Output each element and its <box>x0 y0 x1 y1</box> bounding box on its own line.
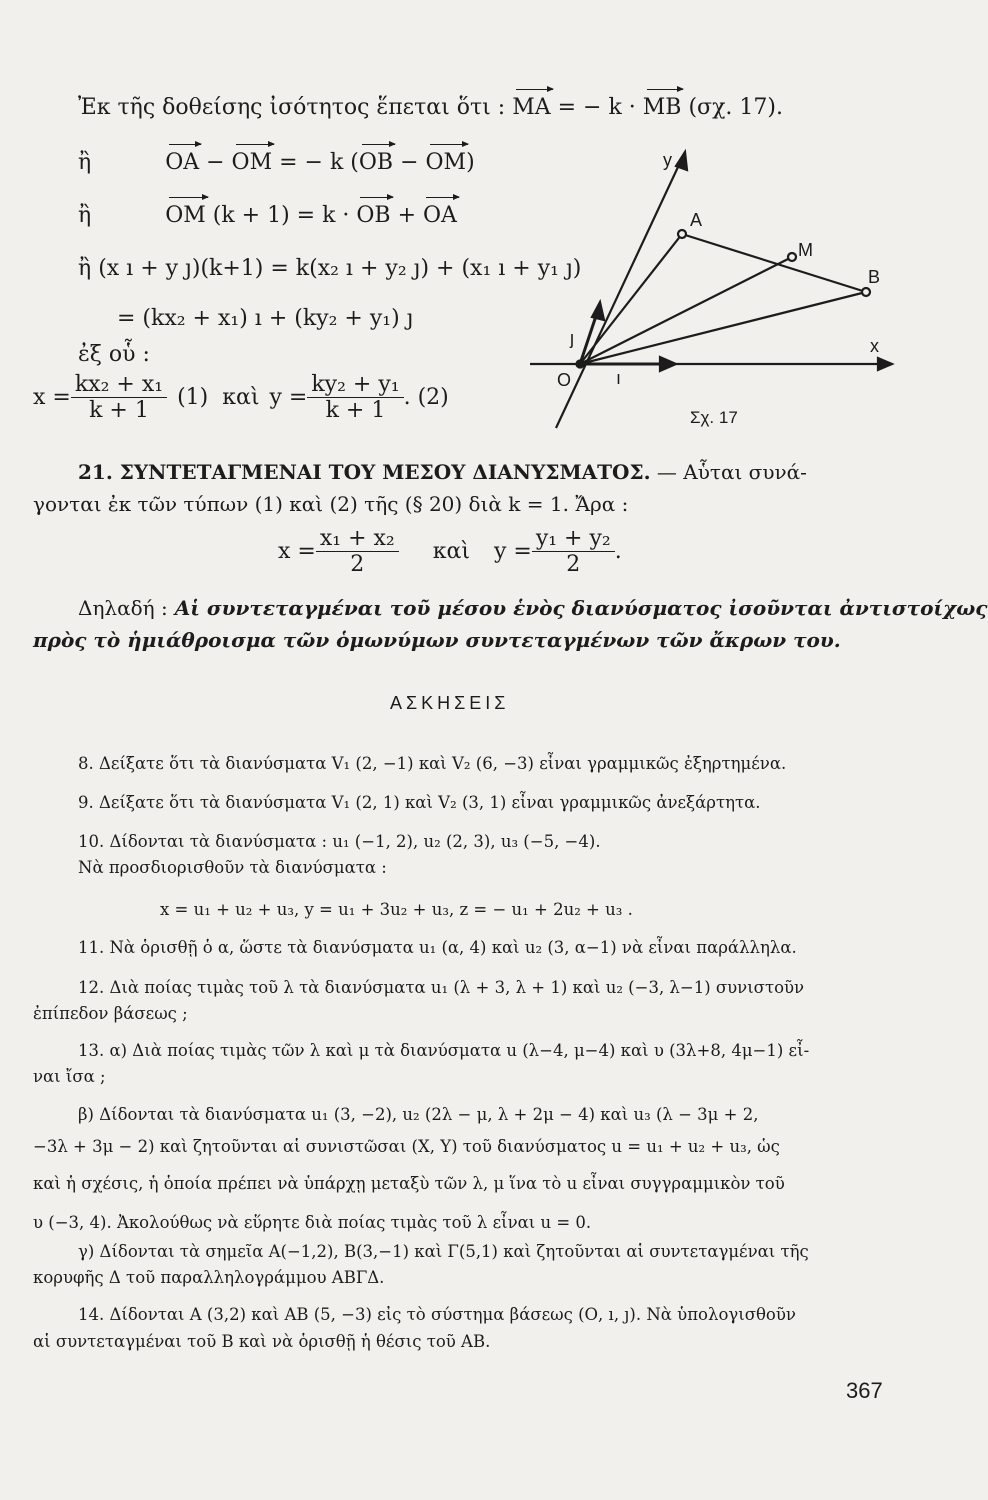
exercises-heading: ΑΣΚΗΣΕΙΣ <box>390 693 510 713</box>
exercise-11: 11. Νὰ ὁρισθῇ ὁ α, ὥστε τὰ διανύσματα u₁ (α, 4) καὶ u₂ (3, α−1) νὰ εἶναι παράλληλα. <box>78 938 797 957</box>
y-axis-arrow <box>676 152 687 170</box>
midpoint-formula: x = $\frac{\text{x₁ + x₂}}{2}$ καὶ y = $\frac{\text{y₁ + y₂}}{2}$ . <box>278 526 622 577</box>
unit-i-arrow <box>660 357 676 371</box>
segment-OB <box>580 292 866 364</box>
x-axis-arrow <box>878 358 892 370</box>
exercise-13-line5: καὶ ἡ σχέσις, ἡ ὁποία πρέπει νὰ ὑπάρχῃ μεταξὺ τῶν λ, μ ἵνα τὸ u εἶναι συγγραμμικὸν τοῦ <box>33 1174 785 1193</box>
point-O <box>577 361 584 368</box>
line-whence: ἐξ οὗ : <box>78 342 150 367</box>
exercise-13-line7: γ) Δίδονται τὰ σημεῖα Α(−1,2), Β(3,−1) καὶ Γ(5,1) καὶ ζητοῦνται αἱ συντεταγμέναι τῆς <box>78 1242 809 1261</box>
statement-line1: Δηλαδή : Αἱ συντεταγμέναι τοῦ μέσου ἑνὸς διανύσματος ἰσοῦνται ἀντιστοίχως <box>78 596 988 620</box>
segment-AB <box>682 234 866 292</box>
statement-line2: πρὸς τὸ ἡμιάθροισμα τῶν ὁμωνύμων συντεταγμένων τῶν ἄκρων του. <box>33 628 841 652</box>
exercise-14-line1: 14. Δίδονται Α (3,2) καὶ ΑΒ (5, −3) εἰς τὸ σύστημα βάσεως (Ο, ı, ȷ). Νὰ ὑπολογισθοῦν <box>78 1305 796 1324</box>
vector-MB: ΜΒ <box>642 95 682 120</box>
exercise-12-line1: 12. Διὰ ποίας τιμὰς τοῦ λ τὰ διανύσματα u₁ (λ + 3, λ + 1) καὶ u₂ (−3, λ−1) συνιστοῦν <box>78 978 805 997</box>
exercise-9: 9. Δείξατε ὅτι τὰ διανύσματα V₁ (2, 1) καὶ V₂ (3, 1) εἶναι γραμμικῶς ἀνεξάρτητα. <box>78 793 761 812</box>
section-21-line2: γονται ἐκ τῶν τύπων (1) καὶ (2) τῆς (§ 20) διὰ k = 1. Ἄρα : <box>33 492 629 516</box>
label-i: ı <box>616 368 622 388</box>
fraction-mid-y: $\frac{\text{y₁ + y₂}}{2}$ <box>532 526 615 577</box>
exercise-8: 8. Δείξατε ὅτι τὰ διανύσματα V₁ (2, −1) καὶ V₂ (6, −3) εἶναι γραμμικῶς ἐξηρτημένα. <box>78 754 787 773</box>
page-number: 367 <box>846 1378 883 1403</box>
unit-j-arrow <box>592 302 604 320</box>
segment-OA <box>580 234 682 364</box>
exercise-12-line2: ἐπίπεδον βάσεως ; <box>33 1004 188 1023</box>
label-M: M <box>798 240 813 260</box>
section-21-heading: 21. ΣΥΝΤΕΤΑΓΜΕΝΑΙ ΤΟΥ ΜΕΣΟΥ ΔΙΑΝΥΣΜΑΤΟΣ. — Αὗται συνά- <box>78 460 807 484</box>
exercise-13-line1: 13. α) Διὰ ποίας τιμὰς τῶν λ καὶ μ τὰ διανύσματα u (λ−4, μ−4) καὶ υ (3λ+8, 4μ−1) εἶ- <box>78 1041 810 1060</box>
line-eq2: ἢ ΟΑ − ΟΜ = − k (ΟΒ − ΟΜ) <box>78 150 475 175</box>
exercise-10-line3: x = u₁ + u₂ + u₃, y = u₁ + 3u₂ + u₃, z = − u₁ + 2u₂ + u₃ . <box>160 900 633 919</box>
label-B: B <box>868 267 881 287</box>
figure-17 <box>520 140 900 440</box>
exercise-10-line2: Νὰ προσδιορισθοῦν τὰ διανύσματα : <box>78 858 387 877</box>
fraction-x: $\frac{\text{kx₂ + x₁}}{k + 1}$ <box>71 372 167 423</box>
label-O: O <box>557 370 572 390</box>
formula-division: x = $\frac{\text{kx₂ + x₁}}{k + 1}$ (1) καὶ y = $\frac{\text{ky₂ + y₁}}{k + 1}$ . (2) <box>33 372 449 423</box>
vector-MA: ΜΑ <box>512 95 551 120</box>
exercise-10-line1: 10. Δίδονται τὰ διανύσματα : u₁ (−1, 2), u₂ (2, 3), u₃ (−5, −4). <box>78 832 601 851</box>
fraction-y: $\frac{\text{ky₂ + y₁}}{k + 1}$ <box>307 372 403 423</box>
line-eq5: = (kx₂ + x₁) ı + (ky₂ + y₁) ȷ <box>117 306 414 331</box>
point-B <box>862 288 870 296</box>
line-intro: Ἐκ τῆς δοθείσης ἰσότητος ἕπεται ὅτι : ΜΑ = − k · ΜΒ (σχ. 17). <box>78 95 783 120</box>
label-y: y <box>663 150 672 170</box>
figure-caption: Σχ. 17 <box>690 408 738 427</box>
exercise-13-line6: υ (−3, 4). Ἀκολούθως νὰ εὕρητε διὰ ποίας τιμὰς τοῦ λ εἶναι u = 0. <box>33 1213 592 1232</box>
exercise-13-line8: κορυφῆς Δ τοῦ παραλληλογράμμου ΑΒΓΔ. <box>33 1268 385 1287</box>
point-A <box>678 230 686 238</box>
line-eq4: ἢ (x ı + y ȷ)(k+1) = k(x₂ ı + y₂ ȷ) + (x₁ ı + y₁ ȷ) <box>78 256 582 281</box>
label-x: x <box>870 336 879 356</box>
label-j: ȷ <box>570 328 574 348</box>
fraction-mid-x: $\frac{\text{x₁ + x₂}}{2}$ <box>316 526 399 577</box>
exercise-14-line2: αἱ συντεταγμέναι τοῦ Β καὶ νὰ ὁρισθῇ ἡ θέσις τοῦ ΑΒ. <box>33 1332 491 1351</box>
exercise-13-line2: ναι ἴσα ; <box>33 1067 106 1086</box>
line-eq3: ἢ ΟΜ (k + 1) = k · ΟΒ + ΟΑ <box>78 203 457 228</box>
label-A: A <box>690 210 703 230</box>
exercise-13-line3: β) Δίδονται τὰ διανύσματα u₁ (3, −2), u₂ (2λ − μ, λ + 2μ − 4) καὶ u₃ (λ − 3μ + 2, <box>78 1105 759 1124</box>
point-M <box>788 253 796 261</box>
exercise-13-line4: −3λ + 3μ − 2) καὶ ζητοῦνται αἱ συνιστῶσαι (X, Y) τοῦ διανύσματος u = u₁ + u₂ + u₃, ὡς <box>33 1137 780 1156</box>
